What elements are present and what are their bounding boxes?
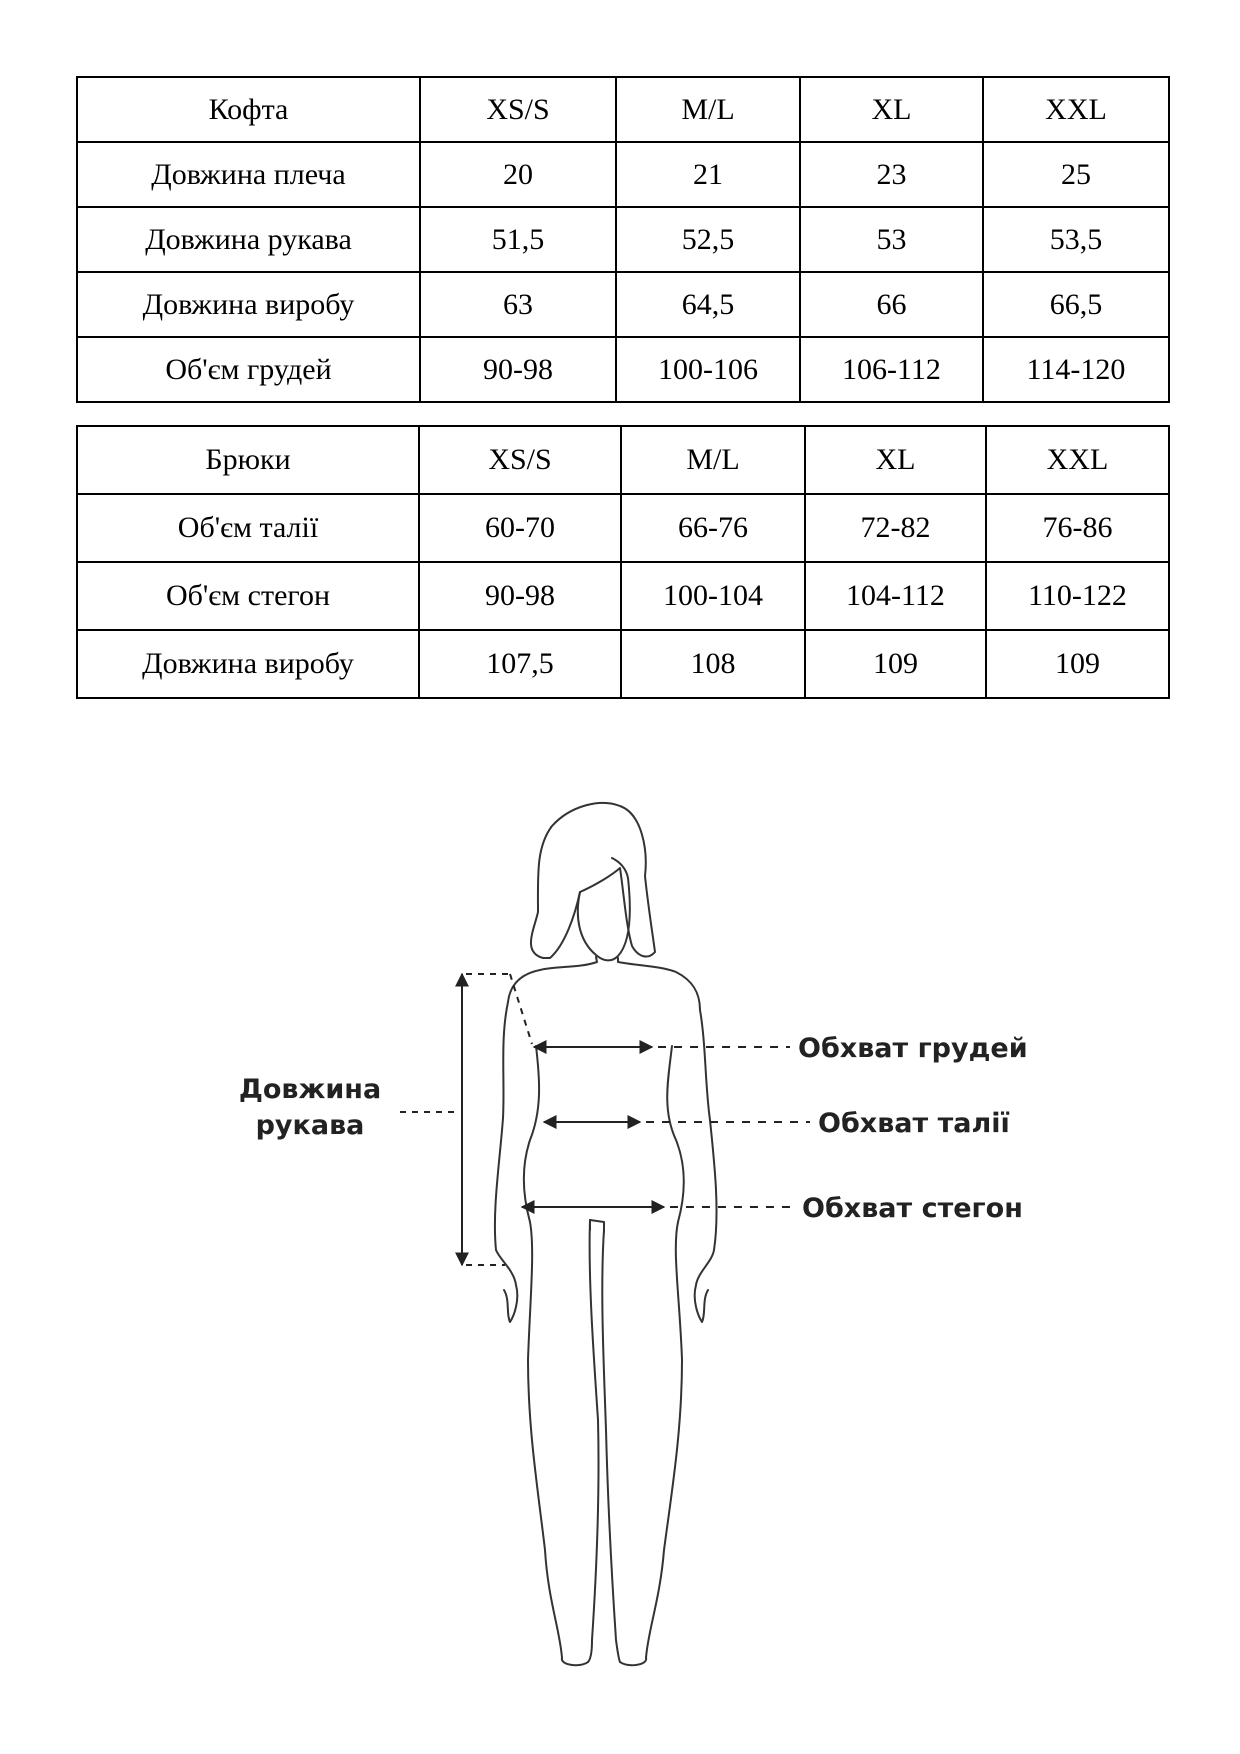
sleeve-length-label-line1: Довжина [238,1074,382,1105]
row-label-cell: Об'єм стегон [77,562,419,630]
table-cell: 66-76 [621,494,805,562]
table-cell: 72-82 [805,494,986,562]
table-cell: 21 [616,142,800,207]
sleeve-length-label-line2: рукава [255,1110,365,1141]
table-cell: 53 [800,207,983,272]
female-silhouette-outline [495,803,717,1665]
table-cell: 76-86 [986,494,1169,562]
table-cell: 64,5 [616,272,800,337]
table-header-row [77,426,1169,494]
table-cell: 104-112 [805,562,986,630]
table-cell: 66,5 [983,272,1169,337]
waist-label: Обхват талії [818,1108,1010,1139]
table-row [77,207,1169,272]
table-row [77,562,1169,630]
table-cell: 108 [621,630,805,698]
table-cell: 106-112 [800,337,983,402]
header-cell: XXL [983,77,1169,142]
row-label-cell: Довжина рукава [77,207,420,272]
table-cell: 90-98 [419,562,621,630]
table-cell: 109 [805,630,986,698]
table-cell: 114-120 [983,337,1169,402]
table-row [77,337,1169,402]
header-cell: XS/S [420,77,616,142]
table-cell: 52,5 [616,207,800,272]
table-cell: 90-98 [420,337,616,402]
row-label-cell: Довжина виробу [77,272,420,337]
header-cell: XS/S [419,426,621,494]
table-cell: 66 [800,272,983,337]
row-label-cell: Довжина виробу [77,630,419,698]
table-cell: 25 [983,142,1169,207]
table-cell: 53,5 [983,207,1169,272]
bottom-size-table [76,425,1170,699]
table-row [77,272,1169,337]
header-cell: XL [800,77,983,142]
header-cell: M/L [621,426,805,494]
header-cell: Брюки [77,426,419,494]
sleeve-length-measure [400,974,532,1265]
table-cell: 100-104 [621,562,805,630]
table-row [77,142,1169,207]
row-label-cell: Об'єм талії [77,494,419,562]
header-cell: M/L [616,77,800,142]
body-measurement-figure [0,780,1240,1680]
table-cell: 109 [986,630,1169,698]
table-header-row [77,77,1169,142]
table-cell: 23 [800,142,983,207]
chest-label: Обхват грудей [798,1033,1028,1064]
table-cell: 107,5 [419,630,621,698]
table-row [77,494,1169,562]
row-label-cell: Об'єм грудей [77,337,420,402]
row-label-cell: Довжина плеча [77,142,420,207]
table-cell: 100-106 [616,337,800,402]
table-cell: 20 [420,142,616,207]
header-cell: Кофта [77,77,420,142]
table-cell: 63 [420,272,616,337]
header-cell: XL [805,426,986,494]
table-cell: 110-122 [986,562,1169,630]
header-cell: XXL [986,426,1169,494]
table-cell: 60-70 [419,494,621,562]
table-cell: 51,5 [420,207,616,272]
hips-label: Обхват стегон [802,1193,1023,1224]
top-size-table [76,76,1170,403]
table-row [77,630,1169,698]
